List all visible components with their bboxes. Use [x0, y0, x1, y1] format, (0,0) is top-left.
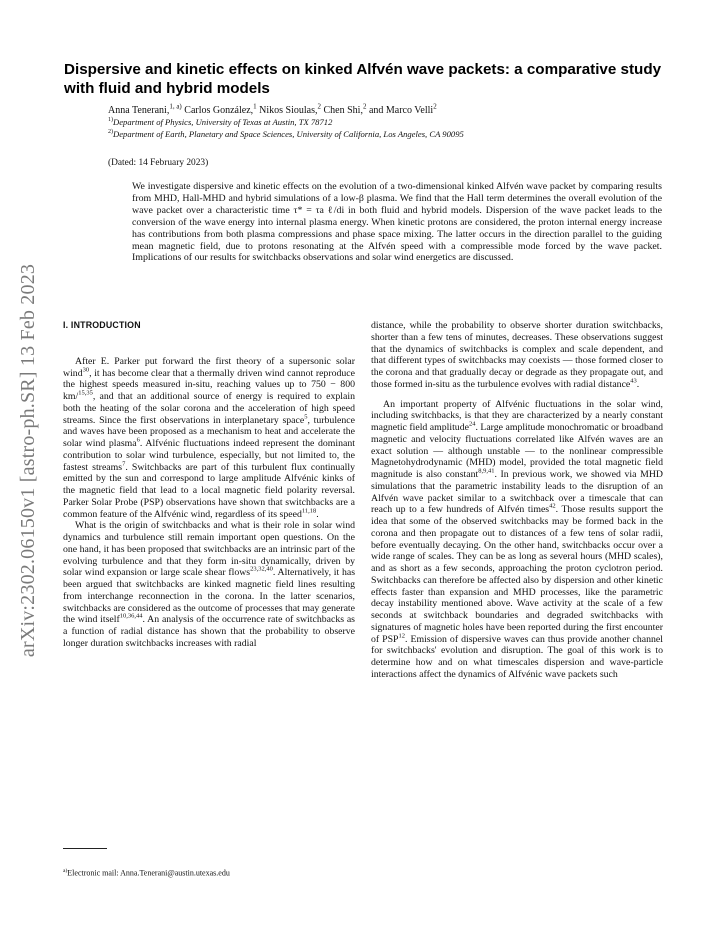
citation-ref: 7	[122, 460, 126, 468]
left-column-body	[63, 356, 355, 650]
left-column	[63, 320, 355, 650]
citation-ref: 6	[136, 436, 140, 444]
author-4: Chen Shi,$^2$	[321, 103, 367, 117]
citation-ref: 10,36,44	[119, 612, 143, 620]
affiliation-1: $^{1)}$Department of Physics, University of Texas at Austin, TX 78712	[108, 116, 333, 127]
affiliation-2: $^{2)}$Department of Earth, Planetary and Space Sciences, University of California, Los Angeles, CA 90095	[108, 128, 464, 139]
author-2: Carlos González,$^1$	[181, 103, 257, 117]
author-5: and Marco Velli$^2$	[366, 103, 437, 117]
right-column-body	[371, 320, 663, 681]
citation-ref: 23,32,40	[250, 565, 273, 573]
citation-ref: 12	[398, 632, 406, 640]
right-column	[371, 320, 663, 681]
paragraph: An important property of Alfvénic fluctuations in the solar wind, including switchbacks, is that they are characterized by a nearly constant magnetic field amplitude$^{24}$. Large amplitude monochromatic or broadband magnetic and velocity fluctuations correlated like Alfvén waves are an exact solution — although unstable — to the nonlinear compressible Magnetohydrodynamic (MHD) model, provided the total magnetic field magnitude is also constant$^{8,9,41}$. In previous work, we showed via MHD simulations that the parametric instability leads to the disruption of an Alfvén wave packet similar to a switchback over a timescale that can reach up to a few hundreds of Alfvén times$^{42}$. Those results support the idea that some of the observed switchbacks may be formed back in the corona and then propagate out to distances of a few tens of solar radii, before eventually decaying. On the other hand, switchbacks occur over a wide range of scales. They can be as long as several hours (MHD scales), and as short as a few seconds, approaching the proton cyclotron period. Switchbacks can therefore be affected also by dispersion and other kinetic effects faster than expansion and MHD processes, like the parametric decay instability mentioned above. Wave activity at the scale of a few seconds at switchback boundaries and degraded switchbacks with signatures of magnetic holes have been reported during the first encounter of PSP$^{12}$. Emission of dispersive waves can thus provide another channel for switchbacks' evolution and disruption. The goal of this work is to determine how and on what timescales dispersion and wave-particle interactions affect the dynamics of Alfvénic wave packets such	[371, 398, 664, 680]
citation-ref: 11,18	[301, 507, 317, 515]
footnote-rule	[63, 848, 107, 849]
citation-ref: 24	[468, 420, 476, 428]
citation-ref: 42	[549, 502, 556, 510]
paragraph: distance, while the probability to observe shorter duration switchbacks, shorter than a few tens of minutes, decreases. These observations suggest that the dynamics of switchbacks is complex and scale dependent, and that different types of switchbacks may coexists — those formed closer to the corona and that gradually decay or degrade as they propagate out, and those formed in-situ as the turbulence evolves with radial distance$^{43}$.	[371, 320, 663, 390]
arxiv-identifier: arXiv:2302.06150v1 [astro-ph.SR] 13 Feb 2023	[17, 263, 40, 657]
citation-ref: 5	[304, 413, 308, 421]
paper-title: Dispersive and kinetic effects on kinked Alfvén wave packets: a comparative study with fluid and hybrid models	[64, 61, 662, 97]
abstract: We investigate dispersive and kinetic effects on the evolution of a two-dimensional kinked Alfvén wave packet by comparing results from MHD, Hall-MHD and hybrid simulations of a low-β plasma. We find that the Hall term determines the overall evolution of the wave packet over a characteristic time τ* = τa ℓ/di in both fluid and hybrid models. Dispersion of the wave packet leads to the conversion of the wave energy into internal plasma energy. When kinetic protons are considered, the proton internal energy increase has contributions from both plasma compressions and phase space mixing. The latter occurs in the direction parallel to the guiding mean magnetic field, due to protons resonating at the Alfvén speed with a compressible mode forced by the wave packet. Implications of our results for switchbacks observations and solar wind energetics are discussed.	[132, 181, 662, 264]
paragraph: What is the origin of switchbacks and what is their role in solar wind dynamics and turbulence still remain important open questions. On the one hand, it has been proposed that switchbacks are an intrinsic part of the evolving turbulence and that they form in-situ dynamically, driven by solar wind expansion or large scale shear flows$^{23,32,40}$. Alternatively, it has been argued that switchbacks are kinked magnetic field lines resulting from interchange reconnection in the corona. In the latter scenarios, switchbacks are considered as the outcome of processes that may generate the wind itself$^{10,36,44}$. An analysis of the occurrence rate of switchbacks as a function of radial distance has shown that the probability to observe longer duration switchbacks increases with radial	[63, 520, 356, 649]
citation-ref: 30	[82, 366, 90, 374]
footnote: $^{a)}$Electronic mail: Anna.Tenerani@austin.utexas.edu	[63, 868, 230, 878]
dated-line: (Dated: 14 February 2023)	[108, 158, 209, 168]
arxiv-sidebar	[6, 220, 52, 700]
citation-ref: 43	[630, 377, 637, 385]
citation-ref: 15,35	[78, 389, 93, 397]
author-1: Anna Tenerani,$^{1, a)}$	[108, 103, 182, 117]
paragraph: After E. Parker put forward the first theory of a supersonic solar wind$^{30}$, it has become clear that a thermally driven wind cannot reproduce the highest speeds measured in-situ, reaching values up to 750 − 800 km/$^{15,35}$, and that an additional source of energy is required to explain both the heating of the solar corona and the acceleration of high speed streams. Since the first observations in interplanetary space$^5$, turbulence and waves have been proposed as a mechanism to heat and accelerate the solar wind plasma$^6$. Alfvénic fluctuations indeed represent the dominant contribution to solar wind turbulence, especially, but not limited to, the fastest streams$^7$. Switchbacks are part of this turbulent flux continually emitted by the sun and correspond to large amplitude Alfvénic kinks of the magnetic field that lead to a local magnetic field polarity reversal. Parker Solar Probe (PSP) observations have shown that switchbacks are a common feature of the Alfvénic wind, regardless of its speed$^{11,18}$.	[63, 355, 355, 520]
author-3: Nikos Sioulas,$^2$	[256, 103, 321, 117]
citation-ref: 8,9,41	[478, 467, 495, 475]
section-heading: I. INTRODUCTION	[63, 320, 141, 330]
